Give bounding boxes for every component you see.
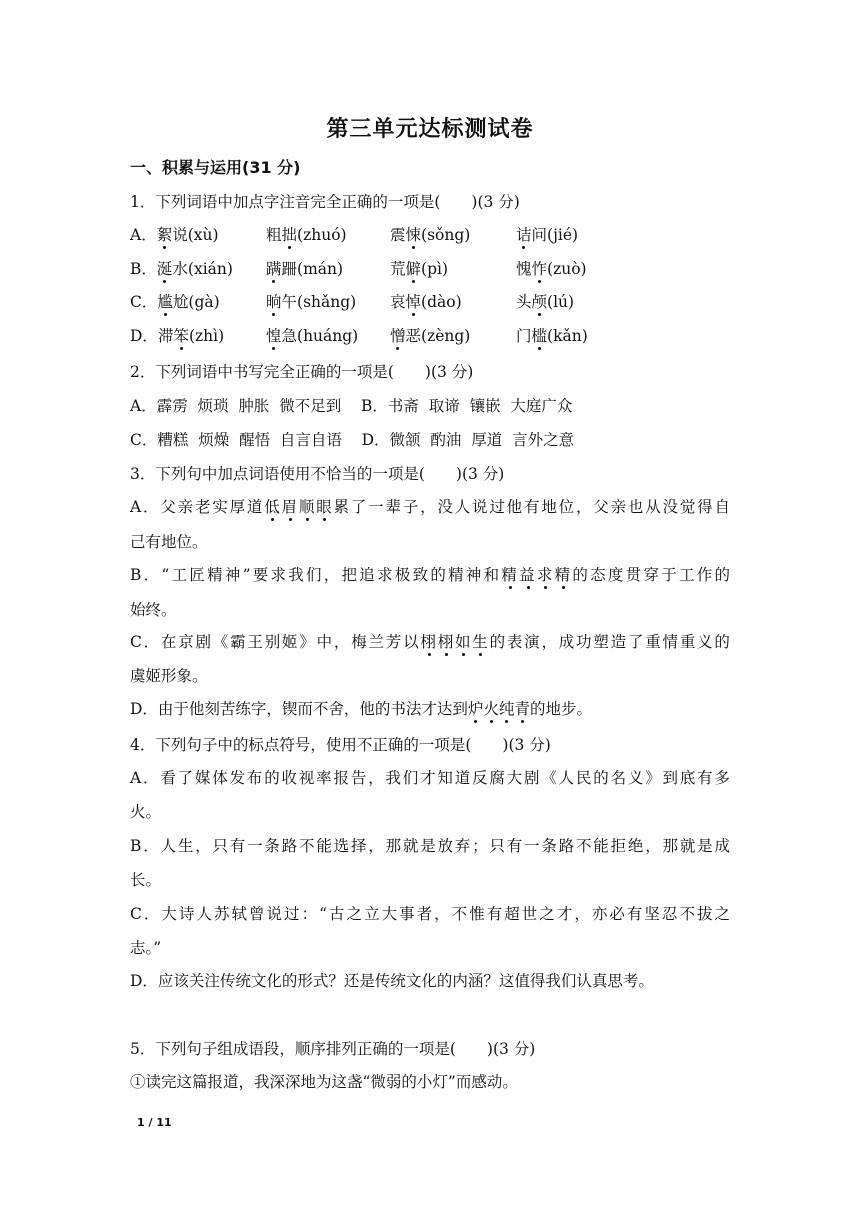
- section-heading: 一、积累与运用(31 分): [130, 158, 301, 177]
- question-4-option-a: A．看了媒体发布的收视率报告，我们才知道反腐大剧《人民的名义》到底有多: [130, 769, 730, 787]
- option-label: B．: [130, 260, 157, 278]
- question-2-options-ab: A．霹雳 烦琐 肿胀 微不足到 B．书斋 取谛 镶嵌 大庭广众: [130, 397, 573, 415]
- dotted-character: 诘: [516, 226, 532, 244]
- question-3-option-a: A．父亲老实厚道低眉顺眼累了一辈子，没人说过他有地位，父亲也从没觉得自: [130, 498, 730, 516]
- page-title: 第三单元达标测试卷: [326, 117, 534, 142]
- question-3-stem: 3．下列句中加点词语使用不恰当的一项是( )(3 分): [130, 465, 505, 483]
- question-1-option-b-word-4: 愧怍(zuò): [516, 260, 587, 278]
- dotted-phrase: 炉火纯青: [467, 700, 530, 718]
- dotted-character: 惶: [266, 327, 282, 345]
- question-3-option-a-cont: 己有地位。: [130, 533, 208, 551]
- question-5-stem: 5．下列句子组成语段，顺序排列正确的一项是( )(3 分): [130, 1040, 536, 1058]
- dotted-character: 絮: [156, 226, 173, 244]
- question-2-options-cd: C．糟糕 烦燥 醒悟 自言自语 D．微颔 酌油 厚道 言外之意: [130, 431, 575, 449]
- question-1-option-a-word-1: A．絮说(xù): [130, 226, 219, 244]
- question-4-option-a-cont: 火。: [130, 803, 162, 821]
- question-4-stem: 4．下列句子中的标点符号，使用不正确的一项是( )(3 分): [130, 736, 551, 754]
- question-1-option-a-word-2: 粗拙(zhuó): [266, 226, 347, 244]
- option-label: C．: [130, 293, 158, 311]
- dotted-phrase: 低眉顺眼: [264, 498, 334, 516]
- question-1-option-d-word-4: 门槛(kǎn): [516, 327, 588, 345]
- question-1-option-c-word-2: 晌午(shǎng): [266, 293, 357, 311]
- question-4-option-d: D．应该关注传统文化的形式？还是传统文化的内涵？这值得我们认真思考。: [130, 972, 654, 990]
- dotted-phrase: 精益求精: [501, 566, 573, 584]
- dotted-character: 悚: [405, 226, 422, 244]
- dotted-character: 蹒: [266, 260, 282, 278]
- dotted-character: 悼: [405, 293, 422, 311]
- question-3-option-c: C．在京剧《霸王别姬》中，梅兰芳以栩栩如生的表演，成功塑造了重情重义的: [130, 633, 730, 651]
- question-1-option-c-word-4: 头颅(lú): [516, 293, 575, 311]
- dotted-character: 颅: [531, 293, 548, 311]
- question-1-option-c-word-3: 哀悼(dào): [390, 293, 462, 311]
- question-1-option-d-word-3: 憎恶(zèng): [390, 327, 471, 345]
- dotted-character: 尴: [157, 293, 173, 311]
- dotted-character: 晌: [266, 293, 282, 311]
- question-4-option-c: C．大诗人苏轼曾说过：“古之立大事者，不惟有超世之才，亦必有坚忍不拔之: [130, 905, 730, 923]
- dotted-phrase: 栩栩如生: [420, 633, 490, 651]
- dotted-character: 笨: [173, 327, 189, 345]
- dotted-character: 怍: [531, 260, 548, 278]
- question-3-option-b: B．“工匠精神”要求我们，把追求极致的精神和精益求精的态度贯穿于工作的: [130, 566, 730, 584]
- dotted-character: 憎: [390, 327, 406, 345]
- question-1-option-a-word-3: 震悚(sǒng): [390, 226, 471, 244]
- question-3-option-b-cont: 始终。: [130, 601, 177, 619]
- question-3-option-c-cont: 虞姬形象。: [130, 667, 208, 685]
- question-3-option-d: D．由于他刻苦练字，锲而不舍，他的书法才达到炉火纯青的地步。: [130, 700, 593, 718]
- dotted-character: 槛: [531, 327, 548, 345]
- option-label: D．: [130, 327, 158, 345]
- question-2-stem: 2．下列词语中书写完全正确的一项是( )(3 分): [130, 363, 474, 381]
- question-1-option-b-word-3: 荒僻(pì): [390, 260, 449, 278]
- option-label: A．: [130, 226, 157, 244]
- question-1-option-c-word-1: C．尴尬(gà): [130, 293, 220, 311]
- question-4-option-c-cont: 志。”: [130, 939, 162, 957]
- dotted-character: 僻: [405, 260, 422, 278]
- dotted-character: 涎: [156, 260, 173, 278]
- page-number: 1 / 11: [137, 1116, 172, 1129]
- question-1-option-d-word-2: 惶急(huáng): [266, 327, 359, 345]
- question-1-stem: 1．下列词语中加点字注音完全正确的一项是( )(3 分): [130, 193, 520, 211]
- question-4-option-b: B．人生，只有一条路不能选择，那就是放弃；只有一条路不能拒绝，那就是成: [130, 837, 730, 855]
- question-1-option-b-word-1: B．涎水(xián): [130, 260, 233, 278]
- dotted-character: 拙: [281, 226, 298, 244]
- question-1-option-a-word-4: 诘问(jié): [516, 226, 579, 244]
- question-1-option-d-word-1: D．滞笨(zhì): [130, 327, 225, 345]
- question-4-option-b-cont: 长。: [130, 871, 162, 889]
- question-5-sentence-1: ①读完这篇报道，我深深地为这盏“微弱的小灯”而感动。: [130, 1073, 518, 1091]
- question-1-option-b-word-2: 蹒跚(mán): [266, 260, 344, 278]
